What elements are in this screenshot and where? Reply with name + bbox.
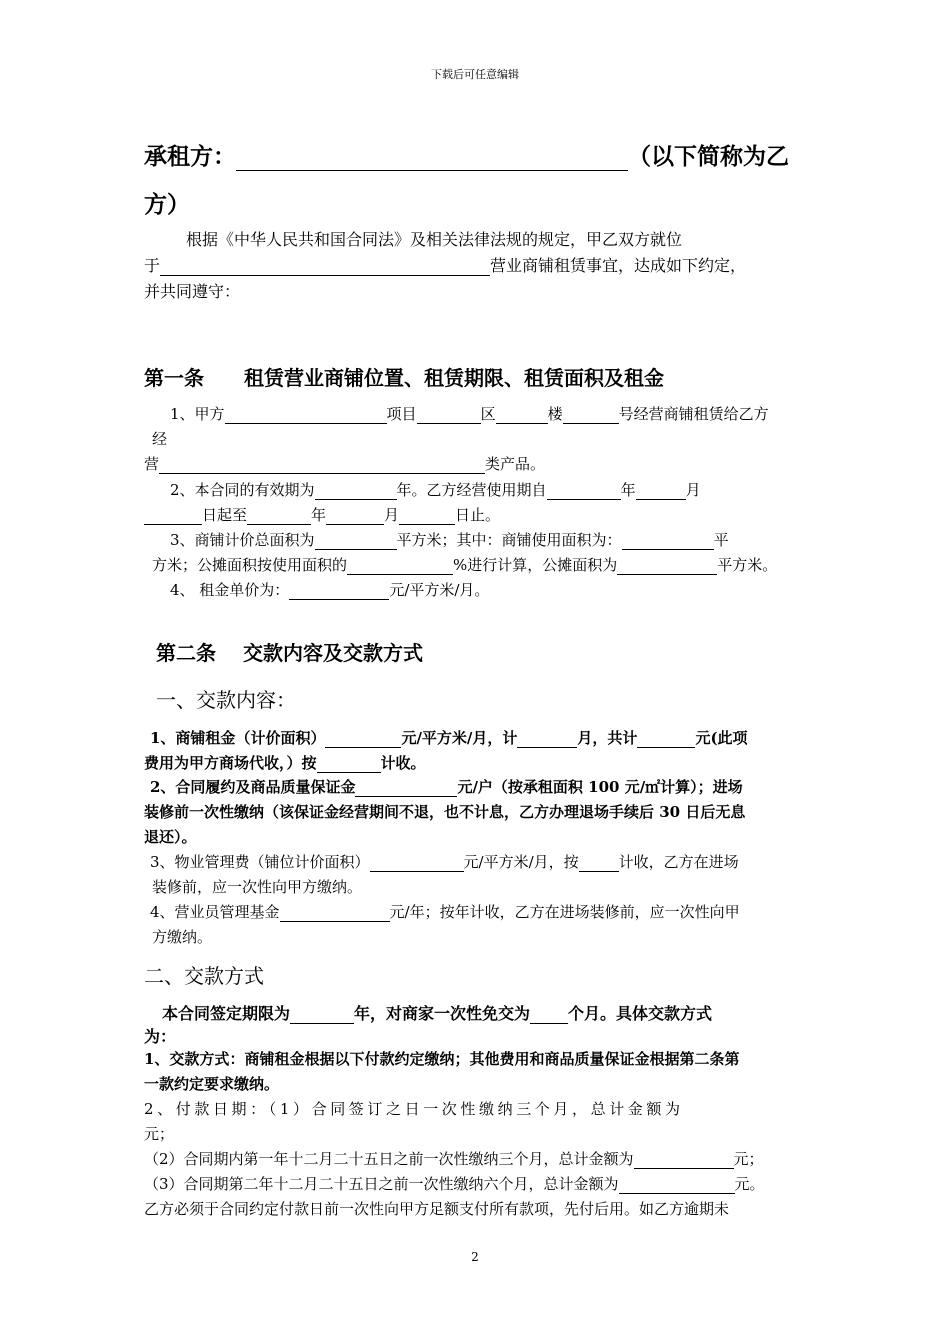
fee-item-1	[150, 727, 748, 748]
text: （2）合同期内第一年十二月二十五日之前一次性缴纳三个月，总计金额为	[144, 1150, 634, 1168]
art1-item-3	[170, 529, 729, 550]
shared-pct-blank[interactable]	[347, 558, 453, 575]
rent-months-blank[interactable]	[517, 731, 577, 748]
total-area-blank[interactable]	[315, 533, 397, 550]
text: 年。乙方经营使用期自	[396, 481, 547, 499]
payment-date-1: 2、付款日期：（1）合同签订之日一次性缴纳三个月，总计金额为	[144, 1100, 684, 1118]
payment-date-1-cont: 元；	[144, 1125, 175, 1143]
fee-item-3	[150, 851, 739, 872]
art1-item-1	[170, 403, 769, 424]
art1-item-2	[170, 479, 701, 500]
end-month-blank[interactable]	[326, 508, 384, 525]
text: %进行计算，公摊面积为	[453, 556, 618, 574]
start-day-blank[interactable]	[144, 508, 202, 525]
mgmt-basis-blank[interactable]	[579, 855, 619, 872]
article-2-sub-2: 二、交款方式	[144, 964, 264, 988]
rent-total-blank[interactable]	[637, 731, 695, 748]
product-type-blank[interactable]	[159, 457, 485, 474]
start-year-blank[interactable]	[547, 483, 621, 500]
free-months-blank[interactable]	[530, 1006, 568, 1024]
text: 2、本合同的有效期为	[170, 481, 315, 499]
deposit-blank[interactable]	[355, 780, 457, 797]
art1-item-1-cont	[144, 453, 545, 474]
intro-matter: 营业商铺租赁事宜，达成如下约定，	[490, 256, 747, 275]
text: 方米；公摊面积按使用面积的	[152, 556, 348, 574]
page-number: 2	[471, 1250, 479, 1264]
text: （3）合同期第二年十二月二十五日之前一次性缴纳六个月，总计金额为	[144, 1175, 619, 1193]
text: 1、商铺租金（计价面积）	[150, 729, 326, 747]
payment-date-2	[144, 1148, 764, 1169]
text: 3、商铺计价总面积为	[170, 531, 315, 549]
text: 本合同签定期限为	[162, 1004, 291, 1023]
fee-item-2-cont2: 退还）。	[144, 828, 197, 846]
shared-area-blank[interactable]	[617, 558, 717, 575]
end-day-blank[interactable]	[399, 508, 455, 525]
end-year-blank[interactable]	[247, 508, 311, 525]
payment-method: 1、交款方式：商铺租金根据以下付款约定缴纳；其他费用和商品质量保证金根据第二条第	[144, 1050, 740, 1068]
fee-item-3-cont: 装修前，应一次性向甲方缴纳。	[152, 878, 363, 896]
unit-rent-blank[interactable]	[289, 583, 389, 600]
text: 元/平方米/月，计	[401, 729, 518, 747]
text: 3、物业管理费（铺位计价面积）	[150, 853, 370, 871]
text: 月	[685, 481, 701, 499]
art1-item-1-wrap: 经	[152, 430, 168, 448]
lessee-suffix: （以下简称为乙	[628, 143, 789, 170]
rent-rate-blank[interactable]	[325, 731, 401, 748]
text: 月	[384, 506, 400, 524]
text: 楼	[547, 405, 563, 423]
intro-yu: 于	[144, 256, 161, 275]
payment-method-cont: 一款约定要求缴纳。	[144, 1075, 280, 1093]
text: 个月。具体交款方式	[568, 1004, 713, 1023]
text: 月，共计	[577, 729, 638, 747]
intro-line-1: 根据《中华人民共和国合同法》及相关法律法规的规定，甲乙双方就位	[186, 230, 683, 249]
year1-amount-blank[interactable]	[634, 1152, 734, 1169]
payment-obligation: 乙方必须于合同约定付款日前一次性向甲方足额支付所有款项，先付后用。如乙方逾期未	[144, 1200, 730, 1218]
art1-item-2-cont	[144, 504, 500, 525]
art1-item-3-cont	[152, 554, 777, 575]
text: 类产品。	[485, 455, 546, 473]
mgmt-fee-blank[interactable]	[370, 855, 464, 872]
payment-term	[162, 1001, 712, 1024]
text: 元/平方米/月，按	[463, 853, 579, 871]
text: 日起至	[202, 506, 248, 524]
art1-item-4	[170, 579, 489, 600]
zone-blank[interactable]	[496, 407, 548, 424]
fee-item-1-cont	[144, 752, 426, 773]
party-a-blank[interactable]	[225, 407, 387, 424]
year2-amount-blank[interactable]	[619, 1177, 735, 1194]
intro-line-3: 并共同遵守：	[144, 282, 241, 301]
text: 计收。	[380, 754, 426, 772]
staff-fund-blank[interactable]	[280, 905, 390, 922]
fee-item-4-cont: 方缴纳。	[152, 928, 213, 946]
rent-basis-blank[interactable]	[317, 756, 381, 773]
lessee-line	[144, 138, 789, 171]
text: 年，对商家一次性免交为	[354, 1004, 531, 1023]
term-years-blank[interactable]	[315, 483, 397, 500]
text: 项目	[386, 405, 417, 423]
text: 4、营业员管理基金	[150, 903, 280, 921]
fee-item-4	[150, 901, 740, 922]
text: 平方米；其中：商铺使用面积为：	[396, 531, 622, 549]
article-1-title: 第一条 租赁营业商铺位置、租赁期限、租赁面积及租金	[144, 366, 664, 390]
text: 计收，乙方在进场	[618, 853, 739, 871]
text: 年	[311, 506, 327, 524]
article-2-title: 第二条 交款内容及交款方式	[156, 641, 423, 665]
text: 4、 租金单价为：	[170, 581, 290, 599]
building-blank[interactable]	[563, 407, 619, 424]
lessee-label: 承租方：	[144, 143, 236, 170]
text: 元/平方米/月。	[389, 581, 490, 599]
contract-years-blank[interactable]	[290, 1006, 354, 1024]
lessee-suffix-cont: 方）	[144, 191, 190, 218]
project-blank[interactable]	[417, 407, 481, 424]
text: 2、合同履约及商品质量保证金	[150, 778, 356, 796]
page-header: 下载后可任意编辑	[431, 68, 519, 81]
lessee-name-blank[interactable]	[236, 146, 628, 171]
text: 元/年；按年计收，乙方在进场装修前，应一次性向甲	[389, 903, 740, 921]
text: 平	[713, 531, 729, 549]
fee-item-2	[150, 776, 743, 797]
text: 元；	[733, 1150, 764, 1168]
text: 日止。	[455, 506, 501, 524]
payment-term-cont: 为：	[144, 1027, 177, 1046]
payment-date-3	[144, 1173, 765, 1194]
article-2-sub-1: 一、交款内容：	[156, 688, 296, 712]
intro-line-2	[144, 253, 746, 276]
location-blank[interactable]	[160, 258, 490, 276]
text: 元/户（按承租面积 100 元/㎡计算）；进场	[457, 778, 743, 796]
text: 营	[144, 455, 160, 473]
text: 费用为甲方商场代收，）按	[144, 754, 317, 772]
use-area-blank[interactable]	[622, 533, 714, 550]
start-month-blank[interactable]	[636, 483, 686, 500]
text: 1、甲方	[170, 405, 225, 423]
text: 元(此项	[695, 729, 748, 747]
text: 平方米。	[717, 556, 778, 574]
text: 区	[480, 405, 496, 423]
text: 元。	[734, 1175, 765, 1193]
text: 号经营商铺租赁给乙方	[618, 405, 769, 423]
fee-item-2-cont: 装修前一次性缴纳（该保证金经营期间不退，也不计息，乙方办理退场手续后 30 日后无息	[144, 803, 746, 821]
text: 年	[620, 481, 636, 499]
